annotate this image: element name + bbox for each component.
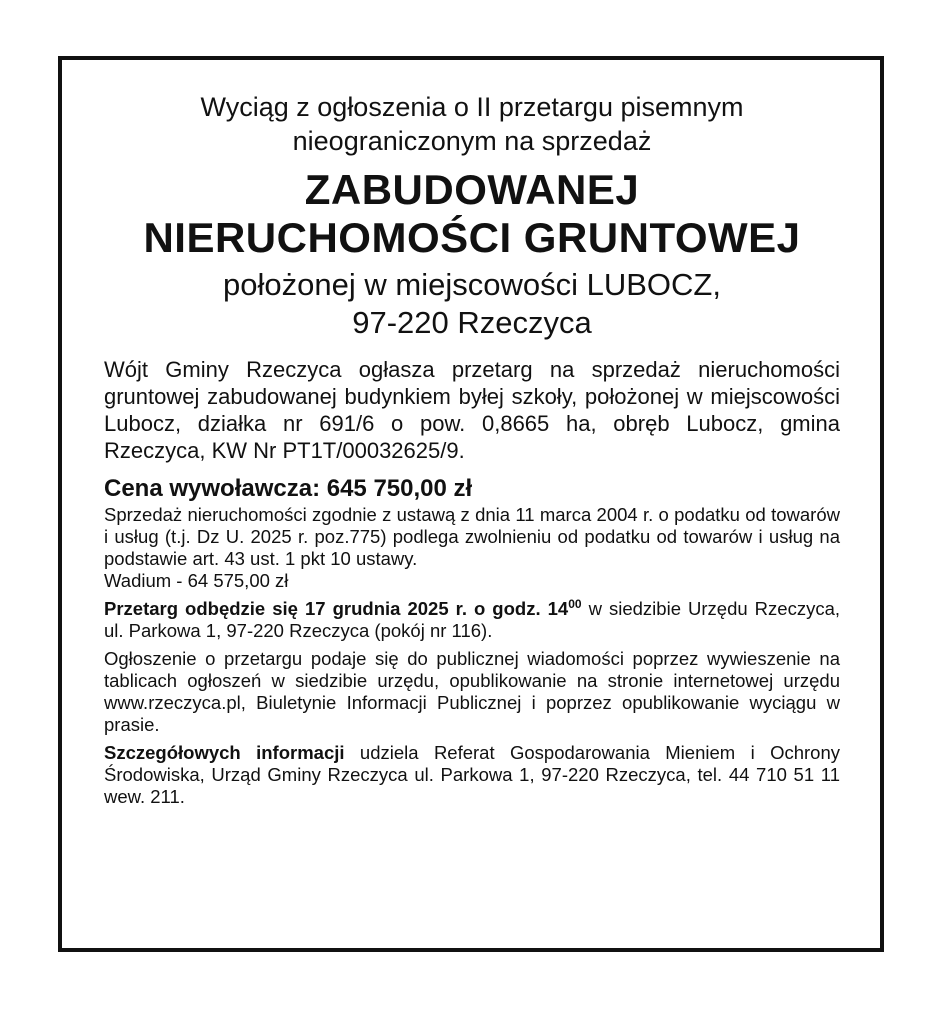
intro-heading	[104, 90, 840, 158]
tax-note: Sprzedaż nieruchomości zgodnie z ustawą z dnia 11 marca 2004 r. o podatku od towarów i usług (t.j. Dz U. 2025 r. poz.775) podlega zwolnieniu od podatku od towarów i usług na podstawie art. 43 ust. 1 pkt 10 ustawy.	[104, 504, 840, 569]
starting-price: Cena wywoławcza: 645 750,00 zł	[104, 475, 473, 502]
notice-content	[104, 90, 840, 808]
contact-bold: Szczegółowych informacji	[104, 742, 345, 763]
main-headline	[104, 166, 840, 262]
contact-paragraph	[104, 742, 840, 808]
auction-location: w siedzibie Urzędu Rzeczyca, ul. Parkowa 1, 97-220 Rzeczyca (pokój nr 116).	[104, 598, 840, 641]
headline-line-2: NIERUCHOMOŚCI GRUNTOWEJ	[143, 214, 801, 261]
auction-date-paragraph	[104, 598, 840, 642]
wadium: Wadium - 64 575,00 zł	[104, 570, 289, 591]
auction-time-minutes: 00	[568, 597, 582, 611]
location-line-1: położonej w miejscowości LUBOCZ,	[223, 267, 721, 302]
intro-line-1: Wyciąg z ogłoszenia o II przetargu pisemnym	[200, 92, 744, 122]
notice-frame	[58, 56, 884, 952]
contact-details: udziela Referat Gospodarowania Mieniem i Ochrony Środowiska, Urząd Gminy Rzeczyca ul. Parkowa 1, 97-220 Rzeczyca, tel. 44 710 51 11 wew. 211.	[104, 742, 840, 807]
publication-paragraph: Ogłoszenie o przetargu podaje się do publicznej wiadomości poprzez wywieszenie na tablicach ogłoszeń w siedzibie urzędu, opublikowanie na stronie internetowej urzędu www.rzeczyca.pl, Biuletynie Informacji Publicznej i poprzez opublikowanie wyciągu w prasie.	[104, 648, 840, 735]
location-subtitle	[104, 266, 840, 342]
location-line-2: 97-220 Rzeczyca	[352, 305, 592, 340]
headline-line-1: ZABUDOWANEJ	[304, 166, 640, 213]
lead-paragraph: Wójt Gminy Rzeczyca ogłasza przetarg na sprzedaż nieruchomości gruntowej zabudowanej budynkiem byłej szkoły, położonej w miejscowości Lubocz, działka nr 691/6 o pow. 0,8665 ha, obręb Lubocz, gmina Rzeczyca, KW Nr PT1T/00032625/9.	[104, 357, 840, 463]
auction-date-bold: Przetarg odbędzie się 17 grudnia 2025 r. o godz. 14	[104, 598, 569, 619]
intro-line-2: nieograniczonym na sprzedaż	[292, 126, 652, 156]
